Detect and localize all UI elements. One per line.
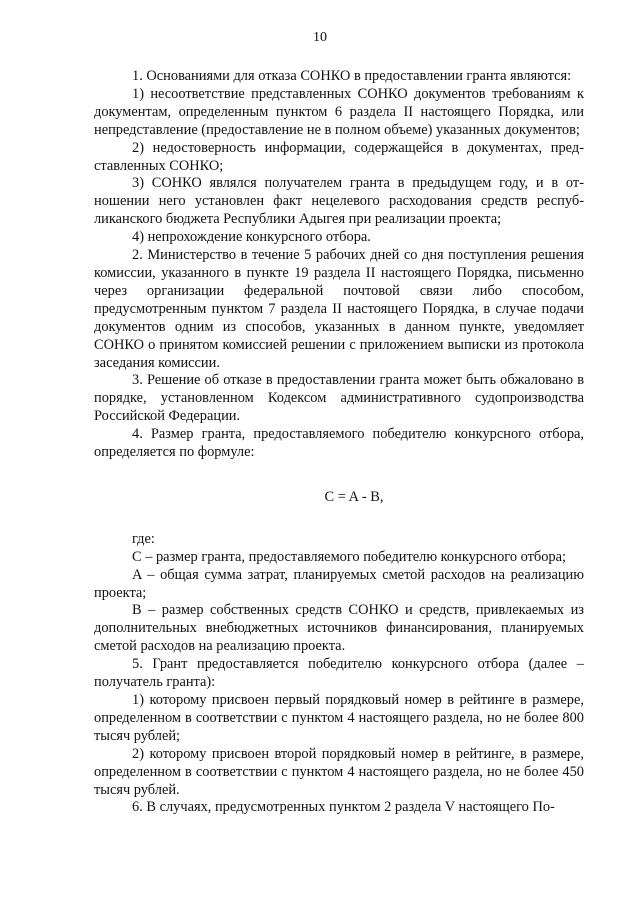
paragraph-rank-2: 2) которому присвоен второй порядковый номер в рейтинге, в размере, определенном в соответствии с пунктом 4 настоящего раздела, но не более 450 тысяч рублей. [94, 745, 584, 798]
formula: C = A - B, [324, 488, 384, 505]
paragraph-reason-3: 3) СОНКО являлся получателем гранта в предыдущем году, и в отношении него установлен факт нецелевого расходования средств республиканского бюджета Республики Адыгея при реализации проекта; [94, 175, 584, 228]
paragraph-def-c: C – размер гранта, предоставляемого победителю конкурсного отбора; [132, 548, 567, 565]
paragraph-reason-2: 2) недостоверность информации, содержащейся в документах, представленных СОНКО; [94, 139, 584, 174]
paragraph-grounds-for-refusal: 1. Основаниями для отказа СОНКО в предоставлении гранта являются: [132, 68, 572, 84]
paragraph-rank-1: 1) которому присвоен первый порядковый номер в рейтинге в размере, определенном в соответствии с пунктом 4 настоящего раздела, но не более 800 тысяч рублей; [94, 692, 584, 744]
page-number: 10 [313, 30, 327, 45]
paragraph-where: где: [132, 530, 155, 547]
paragraph-reason-1: 1) несоответствие представленных СОНКО документов требованиям к документам, определенным пунктом 6 раздела II настоящего Порядка, или непредставление (предоставление не в полном объеме) указанных документов; [94, 85, 584, 138]
paragraph-reason-4: 4) непрохождение конкурсного отбора. [132, 229, 371, 246]
paragraph-def-a: A – общая сумма затрат, планируемых сметой расходов на реализацию проекта; [94, 566, 584, 601]
document-body [94, 68, 584, 817]
paragraph-grant-recipient: 5. Грант предоставляется победителю конкурсного отбора (далее – получатель гранта): [94, 656, 584, 691]
paragraph-grant-size: 4. Размер гранта, предоставляемого победителю конкурсного отбора, определяется по формуле: [94, 426, 584, 461]
paragraph-def-b: B – размер собственных средств СОНКО и средств, привлекаемых из дополнительных внебюджетных источников финансирования, планируемых сметой расходов на реализацию проекта. [94, 602, 584, 655]
paragraph-item-6: 6. В случаях, предусмотренных пунктом 2 раздела V настоящего По- [132, 799, 555, 816]
paragraph-ministry-notice: 2. Министерство в течение 5 рабочих дней со дня поступления решения комиссии, указанного в пункте 19 раздела II настоящего Порядка, письменно через организации федеральной почтовой связи либо способом, предусмотренным пунктом 7 раздела II настоящего Порядка, в случае подачи документов одним из способов, указанных в данном пункте, уведомляет СОНКО о принятом комиссией решении с приложением выписки из протокола заседания комиссии. [94, 247, 584, 371]
paragraph-appeal: 3. Решение об отказе в предоставлении гранта может быть обжаловано в порядке, установленном Кодексом административного судопроизводства Российской Федерации. [94, 372, 584, 425]
